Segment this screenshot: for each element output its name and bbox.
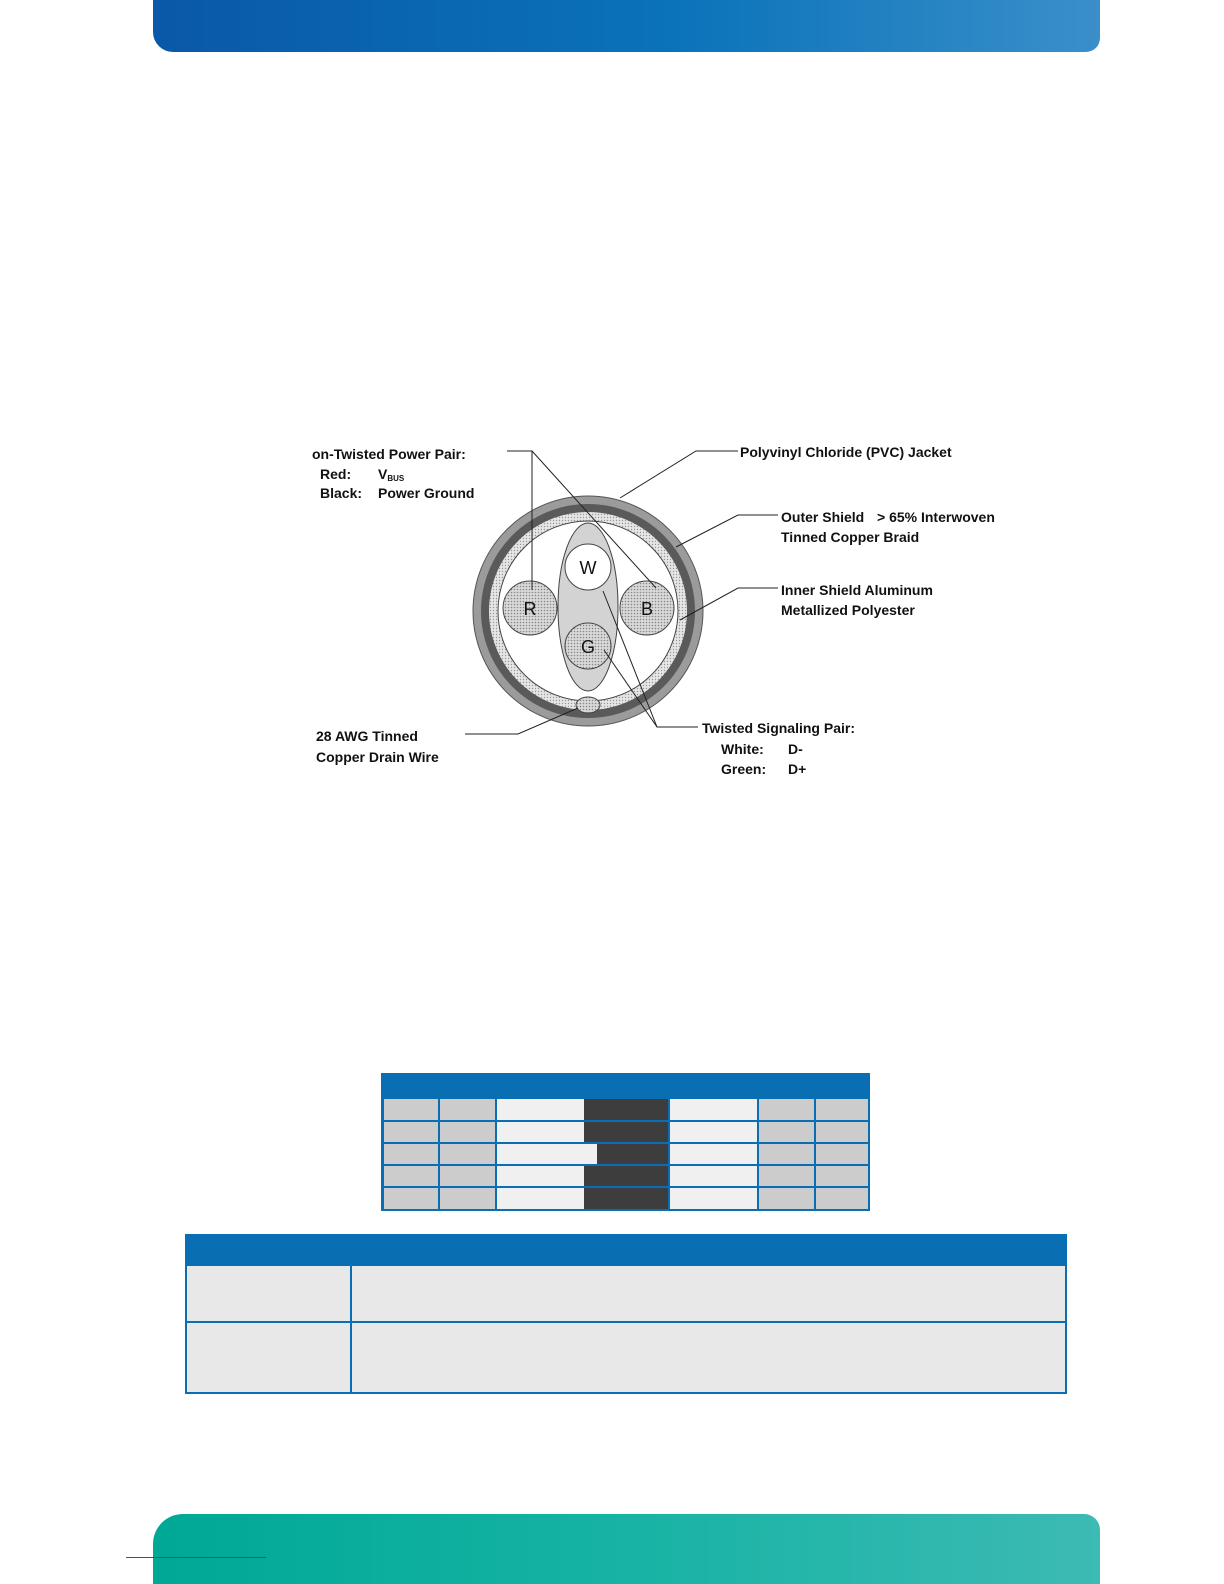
red-value: VBUS bbox=[378, 466, 405, 483]
page-footer-band bbox=[153, 1514, 1100, 1584]
black-label: Black: bbox=[320, 485, 363, 501]
table-row-divider bbox=[383, 1120, 868, 1122]
table-column-notch bbox=[579, 1143, 597, 1165]
outer-shield-label-line2: Tinned Copper Braid bbox=[781, 529, 920, 545]
black-value: Power Ground bbox=[378, 485, 475, 501]
signal-pair-title: Twisted Signaling Pair: bbox=[702, 720, 855, 736]
table-row-divider bbox=[383, 1186, 868, 1188]
conductor-w-label: W bbox=[579, 558, 597, 578]
table-column bbox=[816, 1099, 868, 1209]
pin-assignment-table bbox=[381, 1073, 870, 1211]
conductor-r-label: R bbox=[523, 599, 537, 619]
table-row-divider bbox=[383, 1142, 868, 1144]
description-table-row-divider bbox=[187, 1321, 1065, 1323]
drain-label-line2: Copper Drain Wire bbox=[316, 749, 439, 765]
conductor-g-label: G bbox=[580, 637, 596, 657]
conductor-b-label: B bbox=[640, 599, 654, 619]
signal-description-table bbox=[185, 1234, 1067, 1394]
outer-shield-label-a: Outer Shield bbox=[781, 509, 865, 525]
red-label: Red: bbox=[320, 466, 352, 482]
footer-link-underline bbox=[126, 1557, 266, 1558]
white-value: D- bbox=[788, 741, 803, 757]
green-value: D+ bbox=[788, 761, 807, 777]
inner-shield-label-line1: Inner Shield Aluminum bbox=[781, 582, 933, 598]
table-column bbox=[497, 1099, 584, 1209]
table-header-row bbox=[383, 1075, 868, 1098]
outer-shield-label-b: > 65% Interwoven bbox=[877, 509, 995, 525]
green-label: Green: bbox=[721, 761, 767, 777]
drain-label-line1: 28 AWG Tinned bbox=[316, 728, 418, 744]
table-column bbox=[670, 1099, 757, 1209]
table-column bbox=[759, 1099, 814, 1209]
table-column bbox=[384, 1099, 438, 1209]
white-label: White: bbox=[721, 741, 764, 757]
drain-wire bbox=[576, 697, 600, 713]
table-row-divider bbox=[383, 1164, 868, 1166]
inner-shield-label-line2: Metallized Polyester bbox=[781, 602, 915, 618]
jacket-label: Polyvinyl Chloride (PVC) Jacket bbox=[740, 444, 952, 460]
table-column bbox=[440, 1099, 495, 1209]
description-table-column-divider bbox=[350, 1236, 352, 1392]
power-pair-title: on-Twisted Power Pair: bbox=[312, 446, 466, 462]
description-table-header bbox=[187, 1236, 1065, 1266]
